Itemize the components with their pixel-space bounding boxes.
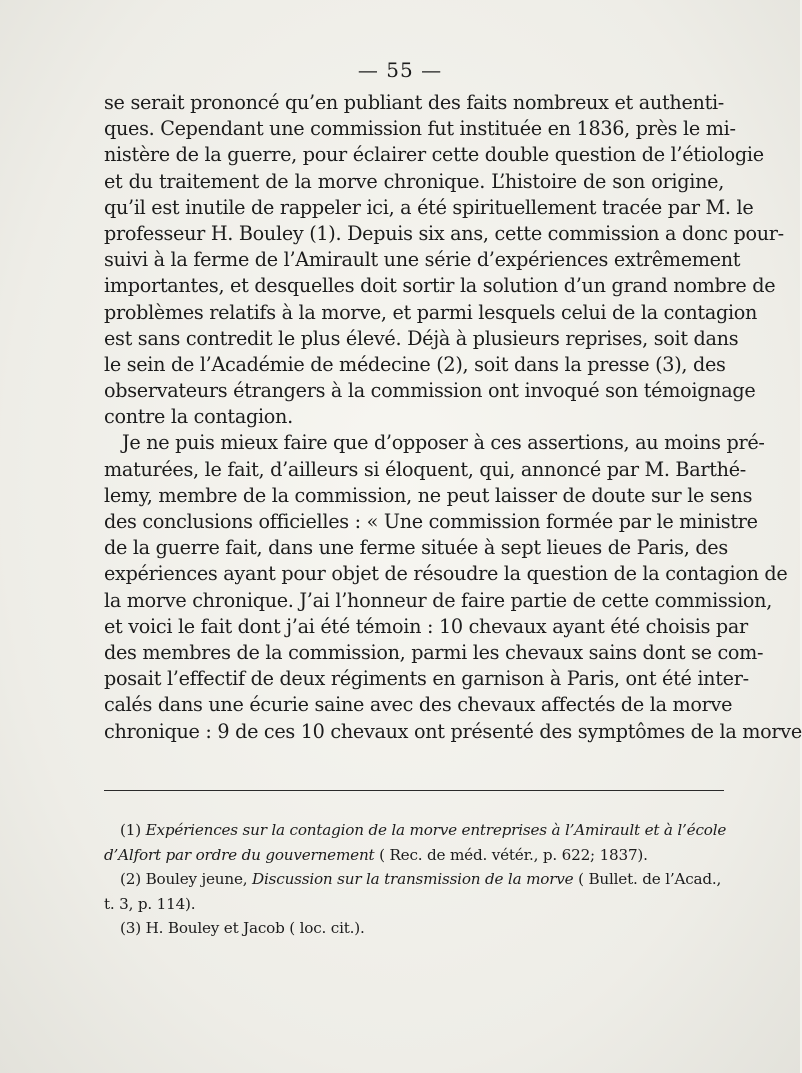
text-line: des membres de la commission, parmi les chevaux sains dont se com-: [104, 640, 764, 664]
footnote-2-continued: [104, 892, 724, 917]
footnote-source: ( Bullet. de l’Acad.,: [578, 870, 722, 888]
text-line: suivi à la ferme de l’Amirault une série d’expériences extrêmement: [104, 248, 741, 272]
footnote-text: H. Bouley et Jacob ( loc. cit.).: [145, 919, 365, 937]
footnote-title: Discussion sur la transmission de la morve: [252, 870, 574, 888]
footnote-1: [104, 818, 727, 843]
text-line: et voici le fait dont j’ai été témoin : 10 chevaux ayant été choisis par: [104, 614, 748, 638]
text-line: problèmes relatifs à la morve, et parmi lesquels celui de la contagion: [104, 300, 758, 324]
text-line: importantes, et desquelles doit sortir la solution d’un grand nombre de: [104, 274, 776, 298]
footnote-2: [104, 867, 724, 892]
text-line: calés dans une écurie saine avec des chevaux affectés de la morve: [104, 693, 733, 717]
footnote-1-continued: [104, 843, 724, 868]
text-line: des conclusions officielles : « Une commission formée par le ministre: [104, 510, 758, 533]
text-line: nistère de la guerre, pour éclairer cette double question de l’étiologie: [104, 143, 764, 167]
text-line: expériences ayant pour objet de résoudre la question de la contagion de: [104, 562, 788, 586]
footnote-number: (3): [120, 919, 141, 937]
page-number: — 55 —: [357, 58, 443, 82]
text-line: se serait prononcé qu’en publiant des faits nombreux et authenti-: [104, 91, 724, 114]
footnote-source: ( Rec. de méd. vétér., p. 622; 1837).: [379, 845, 648, 864]
text-line: contre la contagion.: [104, 405, 293, 429]
footnote-text: d’Alfort par ordre du gouvernement: [104, 845, 375, 864]
footnotes: [104, 818, 727, 941]
footnote-text: t. 3, p. 114).: [104, 894, 196, 913]
footnote-author: Bouley jeune,: [145, 870, 248, 888]
text-line: ques. Cependant une commission fut instituée en 1836, près le mi-: [104, 117, 736, 141]
footnote-number: (1): [120, 821, 141, 839]
text-line: lemy, membre de la commission, ne peut laisser de doute sur le sens: [104, 483, 753, 507]
text-line: posait l’effectif de deux régiments en garnison à Paris, ont été inter-: [104, 667, 749, 691]
text-line: le sein de l’Académie de médecine (2), soit dans la presse (3), des: [104, 352, 726, 376]
text-line: de la guerre fait, dans une ferme située à sept lieues de Paris, des: [104, 536, 728, 560]
text-line: observateurs étrangers à la commission ont invoqué son témoignage: [104, 379, 756, 403]
text-line: professeur H. Bouley (1). Depuis six ans, cette commission a donc pour-: [104, 221, 784, 245]
text-line: la morve chronique. J’ai l’honneur de faire partie de cette commission,: [104, 588, 773, 612]
text-line: est sans contredit le plus élevé. Déjà à plusieurs reprises, soit dans: [104, 326, 739, 350]
footnote-divider: [104, 790, 724, 791]
text-line: qu’il est inutile de rappeler ici, a été spirituellement tracée par M. le: [104, 195, 754, 219]
footnote-text: Expériences sur la contagion de la morve entreprises à l’Amirault et à l’école: [145, 821, 727, 839]
footnote-number: (2): [120, 870, 141, 888]
body-text: [104, 90, 802, 745]
text-line: chronique : 9 de ces 10 chevaux ont présenté des symptômes de la morve: [104, 719, 802, 743]
text-line: maturées, le fait, d’ailleurs si éloquent, qui, annoncé par M. Barthé-: [104, 457, 746, 481]
text-line: Je ne puis mieux faire que d’opposer à ces assertions, au moins pré-: [122, 431, 765, 455]
text-line: et du traitement de la morve chronique. L’histoire de son origine,: [104, 169, 724, 193]
footnote-3: [104, 916, 724, 941]
